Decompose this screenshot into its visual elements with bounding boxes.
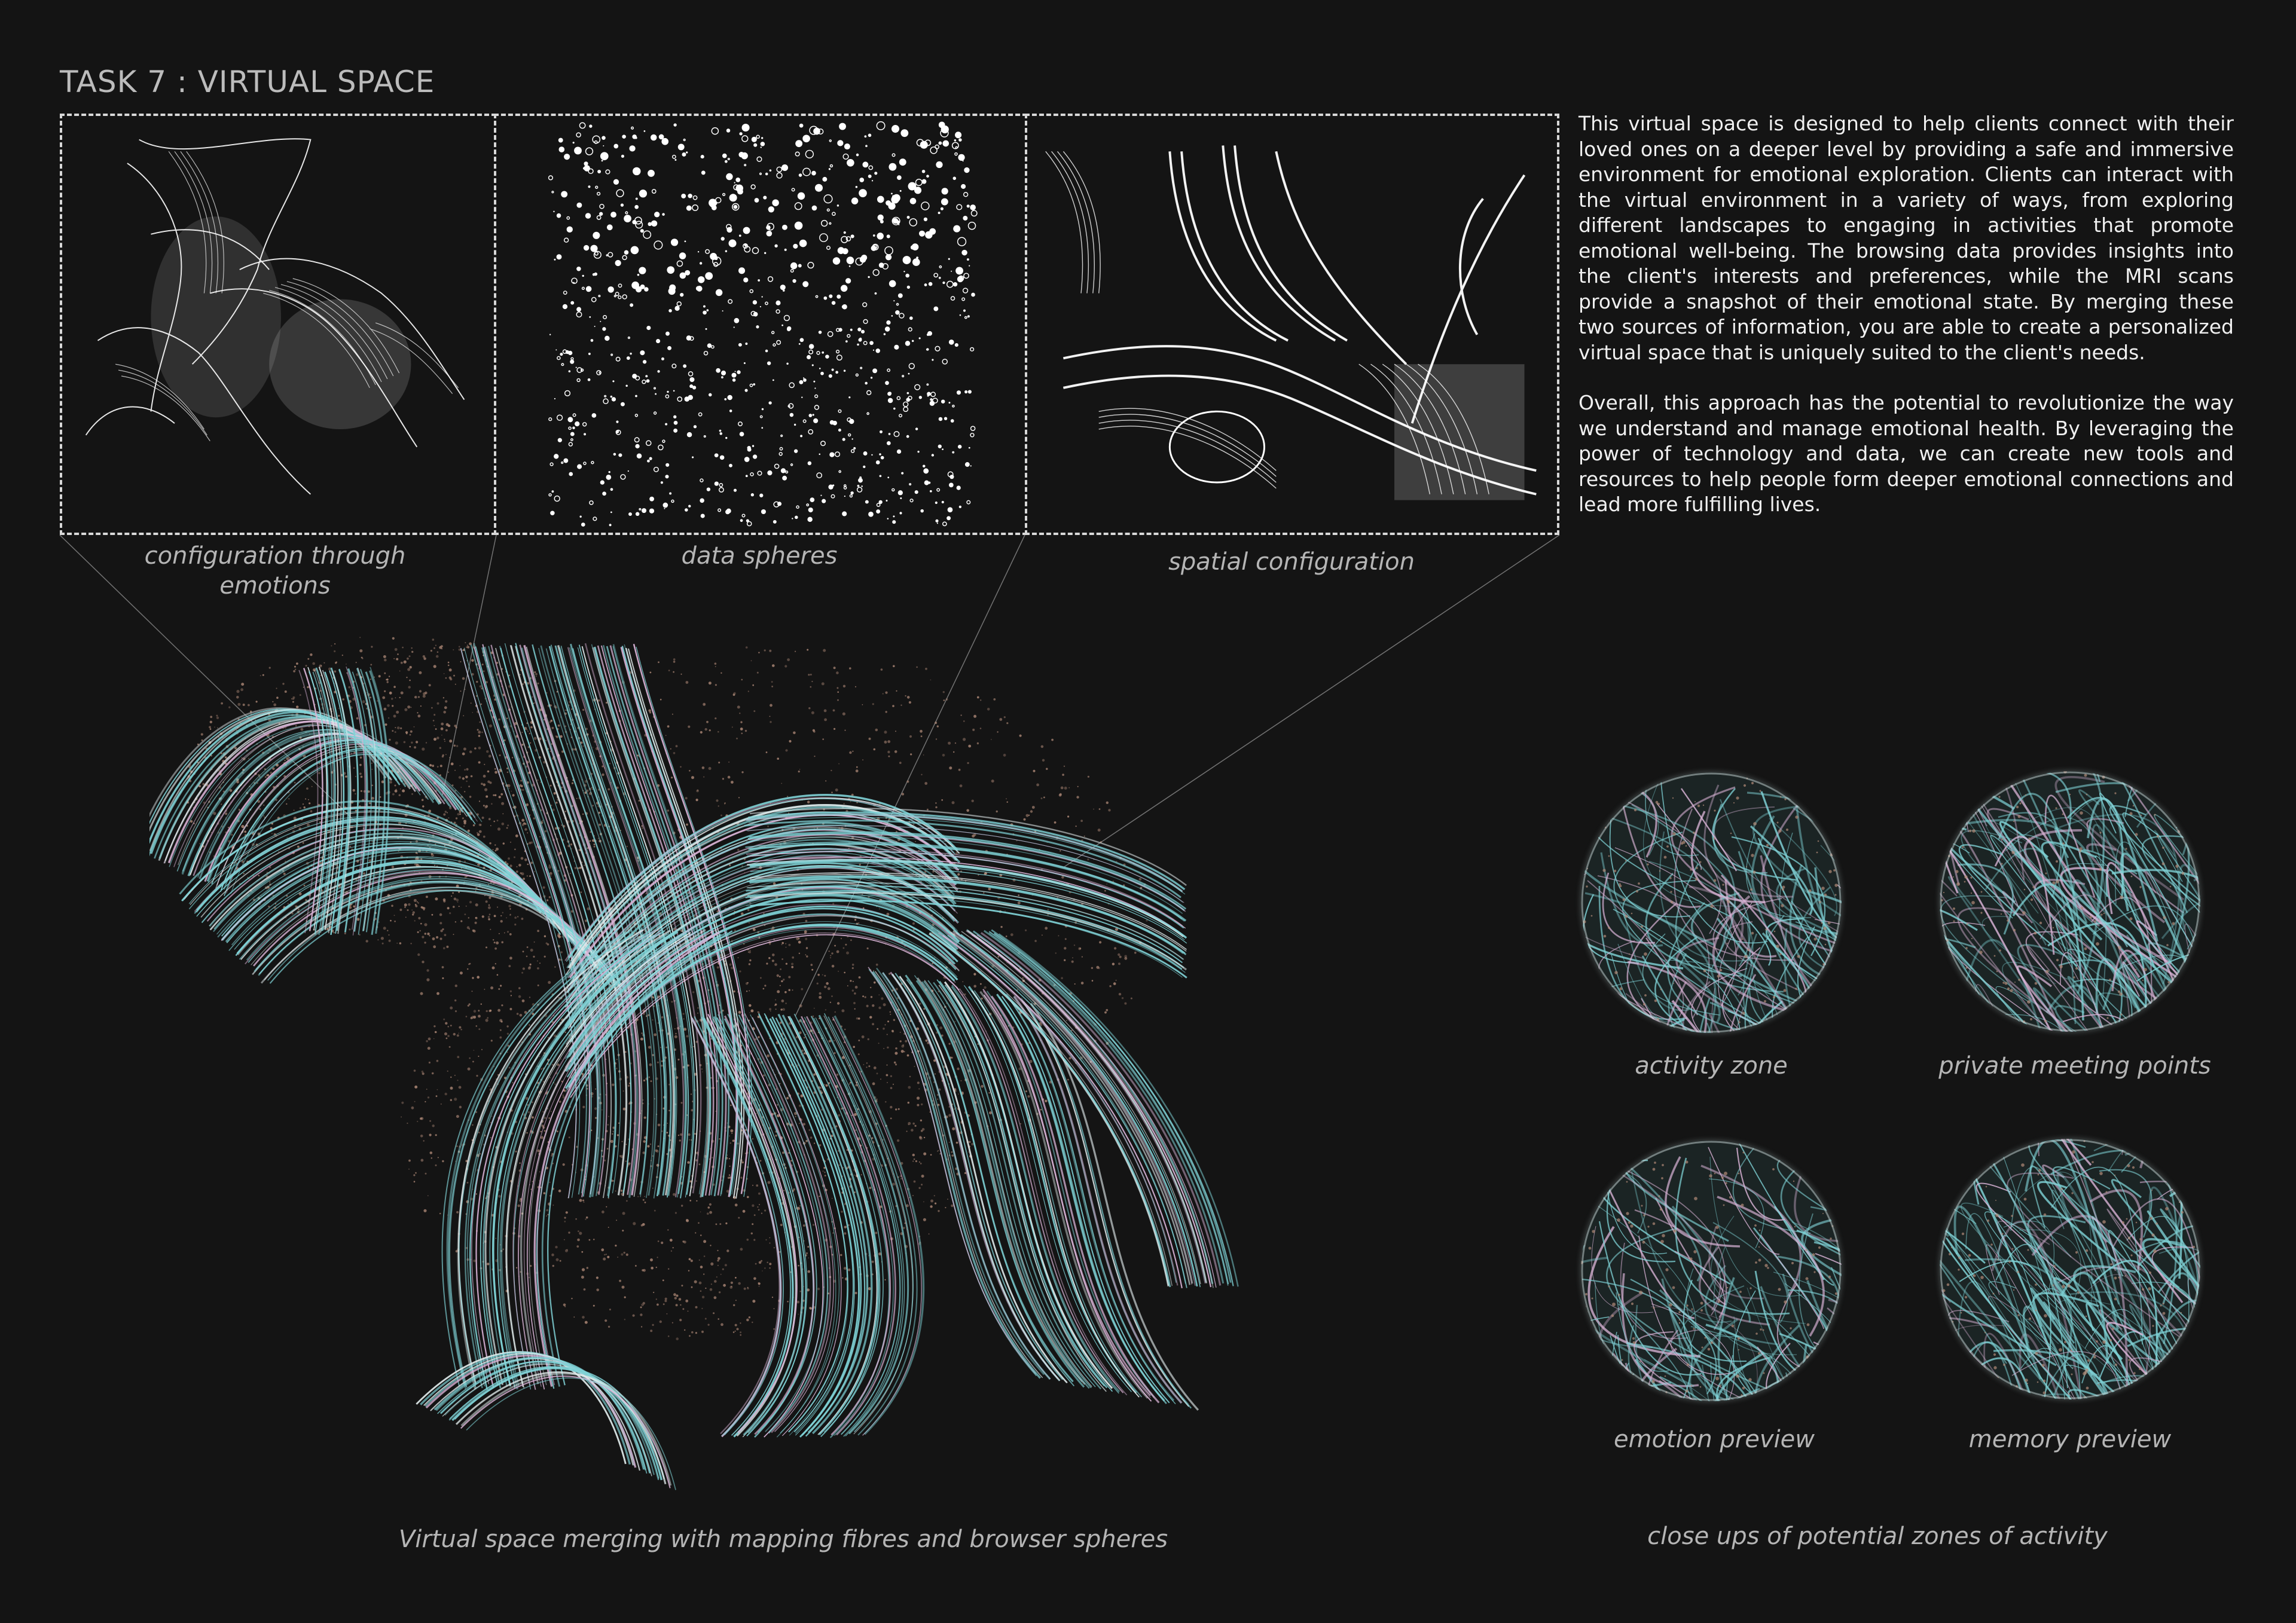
caption-data-spheres: data spheres xyxy=(681,542,838,570)
page-title: TASK 7 : VIRTUAL SPACE xyxy=(60,65,435,99)
zone-activity-image xyxy=(1581,772,1842,1033)
description-paragraph-1: This virtual space is designed to help clients connect with their loved ones on a deeper level by providing a safe and immersive environment for emotional exploration. Clients can interact with the virtual environment in a variety of ways, from exploring different landscapes to engaging in activities that promote emotional well-being. The browsing data provides insights into the client's interests and preferences, while the MRI scans provide a snapshot of their emotional state. By merging these two sources of information, you are able to create a personalized virtual space that is uniquely suited to the client's needs. xyxy=(1578,112,2234,364)
panel-data-spheres xyxy=(494,114,1027,535)
spatial-configuration-image xyxy=(1027,116,1557,533)
fibre-sketch-image xyxy=(62,116,494,533)
panel-configuration-emotions xyxy=(60,114,496,535)
description-text xyxy=(1578,111,2234,543)
panel-spatial-configuration xyxy=(1025,114,1559,535)
caption-configuration-emotions: configuration through emotions xyxy=(144,542,406,600)
caption-activity-zone: activity zone xyxy=(1635,1052,1788,1080)
virtual-space-visual xyxy=(149,598,1405,1542)
caption-private-meeting-points: private meeting points xyxy=(1938,1052,2211,1080)
caption-memory-preview: memory preview xyxy=(1968,1426,2172,1453)
caption-emotion-preview: emotion preview xyxy=(1614,1426,1815,1453)
caption-zones: close ups of potential zones of activity xyxy=(1647,1523,2108,1550)
caption-main-visual: Virtual space merging with mapping fibres and browser spheres xyxy=(398,1526,1168,1553)
zone-memory-preview-image xyxy=(1940,1139,2200,1399)
description-paragraph-2: Overall, this approach has the potential to revolutionize the way we understand and manage emotional health. By leveraging the power of technology and data, we can create new tools and resources to help people form deeper emotional connections and lead more fulfilling lives. xyxy=(1578,391,2234,516)
zone-private-meeting-image xyxy=(1940,771,2200,1032)
zone-emotion-preview-image xyxy=(1581,1141,1842,1401)
data-spheres-image xyxy=(496,116,1025,533)
caption-spatial-configuration: spatial configuration xyxy=(1168,548,1415,576)
